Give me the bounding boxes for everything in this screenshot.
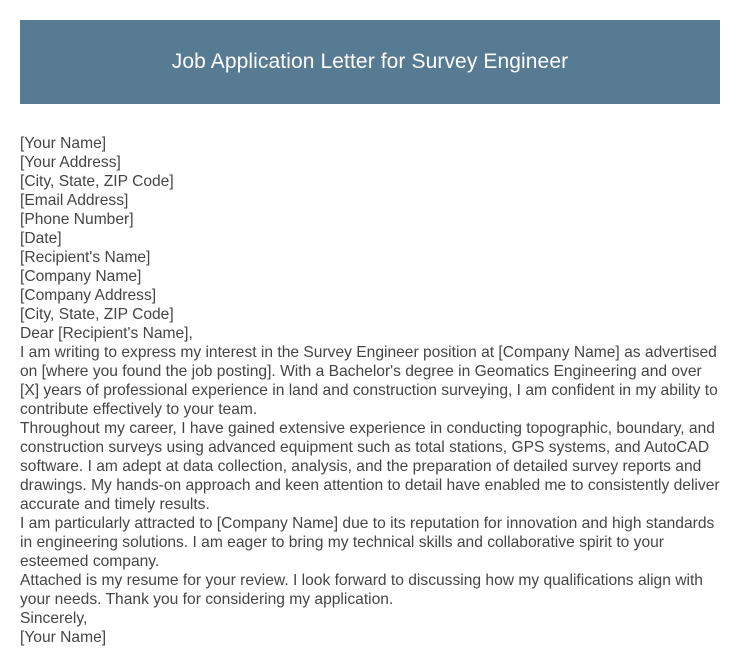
sender-email: [Email Address] <box>20 192 129 209</box>
salutation: Dear [Recipient's Name], <box>20 325 193 342</box>
body-paragraph-intro: I am writing to express my interest in the Survey Engineer position at [Company Name] as advertised on [where you found the job posting]. With a Bachelor's degree in Geomatics Engineering and over [X] years of professional experience in land and construction surveying, I am confident in my ability to contribute effectively to your team. <box>20 344 718 418</box>
sender-name: [Your Name] <box>20 135 107 152</box>
recipient-block <box>20 248 725 324</box>
letter-body <box>20 134 725 647</box>
page-title: Job Application Letter for Survey Engineer <box>171 50 569 73</box>
recipient-name: [Recipient's Name] <box>20 249 151 266</box>
recipient-company-address: [Company Address] <box>20 287 157 304</box>
sender-block <box>20 134 725 229</box>
closing: Sincerely, <box>20 610 88 627</box>
header-banner <box>20 20 720 104</box>
sender-city-state-zip: [City, State, ZIP Code] <box>20 173 174 190</box>
body-paragraph-closing: Attached is my resume for your review. I look forward to discussing how my qualifications align with your needs. Thank you for considering my application. <box>20 572 703 608</box>
body-paragraph-experience: Throughout my career, I have gained extensive experience in conducting topographic, boundary, and construction surveys using advanced equipment such as total stations, GPS systems, and AutoCAD software. I am adept at data collection, analysis, and the preparation of detailed survey reports and drawings. My hands-on approach and keen attention to detail have enabled me to consistently deliver accurate and timely results. <box>20 420 720 513</box>
sender-phone: [Phone Number] <box>20 211 134 228</box>
recipient-city-state-zip: [City, State, ZIP Code] <box>20 306 174 323</box>
sender-address: [Your Address] <box>20 154 121 171</box>
signature: [Your Name] <box>20 629 107 646</box>
letter-date: [Date] <box>20 230 62 247</box>
recipient-company: [Company Name] <box>20 268 142 285</box>
body-paragraph-motivation: I am particularly attracted to [Company Name] due to its reputation for innovation and high standards in engineering solutions. I am eager to bring my technical skills and collaborative spirit to your esteemed company. <box>20 515 715 570</box>
